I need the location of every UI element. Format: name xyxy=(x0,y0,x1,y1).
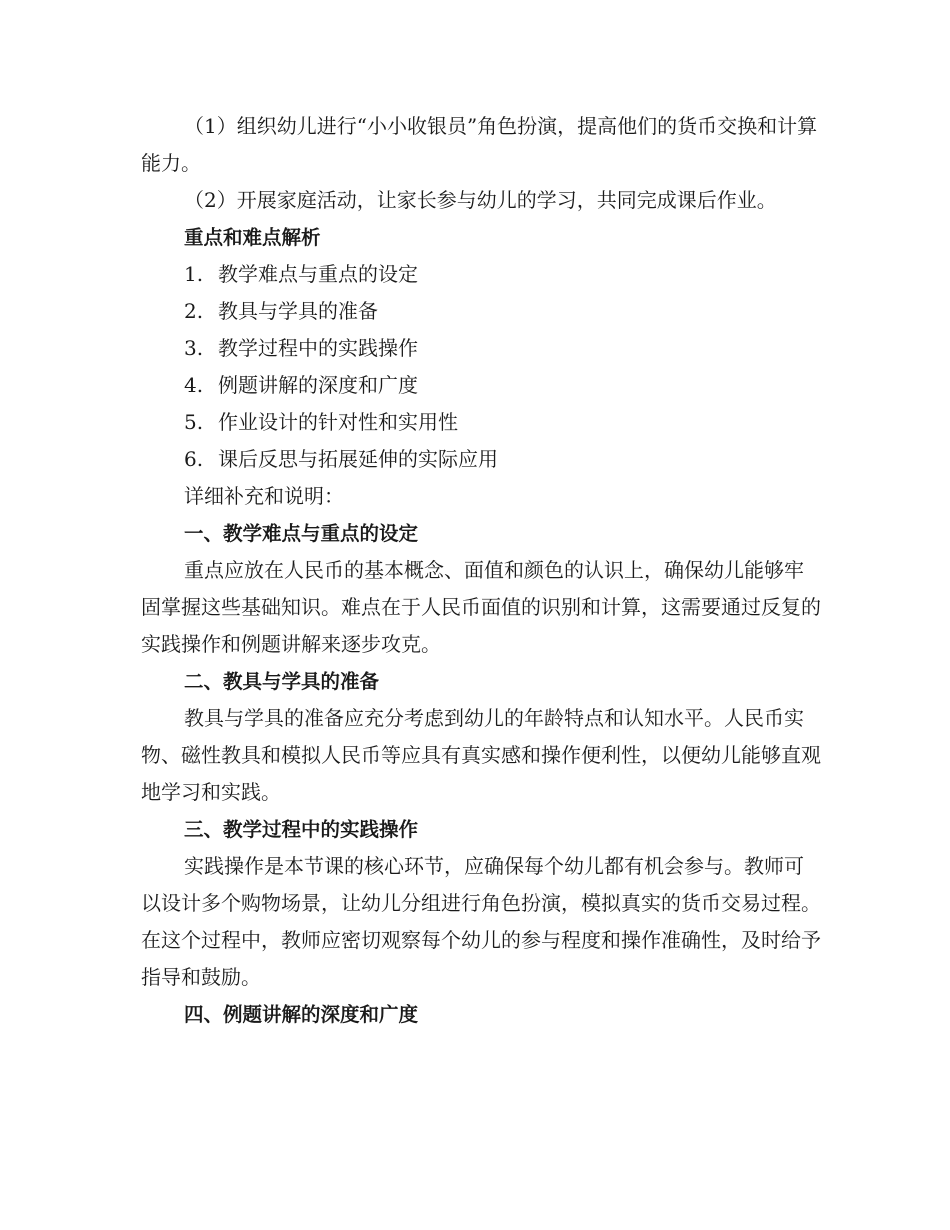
document-body xyxy=(141,108,821,1033)
section-body-1: 重点应放在人民币的基本概念、面值和颜色的认识上，确保幼儿能够牢固掌握这些基础知识。难点在于人民币面值的识别和计算，这需要通过反复的实践操作和例题讲解来逐步攻克。 xyxy=(141,558,821,656)
section-heading-1: 一、教学难点与重点的设定 xyxy=(184,522,419,545)
list-item-text: 作业设计的针对性和实用性 xyxy=(218,410,458,434)
list-item xyxy=(141,330,821,367)
key-points-title: 重点和难点解析 xyxy=(184,226,321,249)
section-body-2: 教具与学具的准备应充分考虑到幼儿的年龄特点和认知水平。人民币实物、磁性教具和模拟人民币等应具有真实感和操作便利性，以便幼儿能够直观地学习和实践。 xyxy=(141,706,821,804)
list-item-number: 1. xyxy=(184,262,204,286)
details-intro: 详细补充和说明： xyxy=(184,484,344,508)
list-item-text: 教学难点与重点的设定 xyxy=(218,262,418,286)
list-item xyxy=(141,256,821,293)
section-heading-3: 三、教学过程中的实践操作 xyxy=(184,818,419,841)
section-heading-2: 二、教具与学具的准备 xyxy=(184,670,380,693)
list-item xyxy=(141,404,821,441)
list-item-text: 教具与学具的准备 xyxy=(218,299,378,323)
list-item xyxy=(141,293,821,330)
list-item-number: 2. xyxy=(184,299,204,323)
list-item-number: 4. xyxy=(184,373,204,397)
list-item-number: 5. xyxy=(184,410,204,434)
activity-paragraph-1: （1）组织幼儿进行“小小收银员”角色扮演，提高他们的货币交换和计算能力。 xyxy=(141,114,818,175)
list-item-text: 课后反思与拓展延伸的实际应用 xyxy=(218,447,498,471)
section-heading-4: 四、例题讲解的深度和广度 xyxy=(184,1003,419,1026)
list-item-text: 例题讲解的深度和广度 xyxy=(218,373,418,397)
list-item-number: 6. xyxy=(184,447,204,471)
list-item xyxy=(141,367,821,404)
activity-paragraph-2: （2）开展家庭活动，让家长参与幼儿的学习，共同完成课后作业。 xyxy=(184,188,777,212)
list-item-text: 教学过程中的实践操作 xyxy=(218,336,418,360)
list-item-number: 3. xyxy=(184,336,204,360)
section-body-3: 实践操作是本节课的核心环节，应确保每个幼儿都有机会参与。教师可以设计多个购物场景，让幼儿分组进行角色扮演，模拟真实的货币交易过程。在这个过程中，教师应密切观察每个幼儿的参与程度和操作准确性，及时给予指导和鼓励。 xyxy=(141,854,821,989)
list-item xyxy=(141,441,821,478)
